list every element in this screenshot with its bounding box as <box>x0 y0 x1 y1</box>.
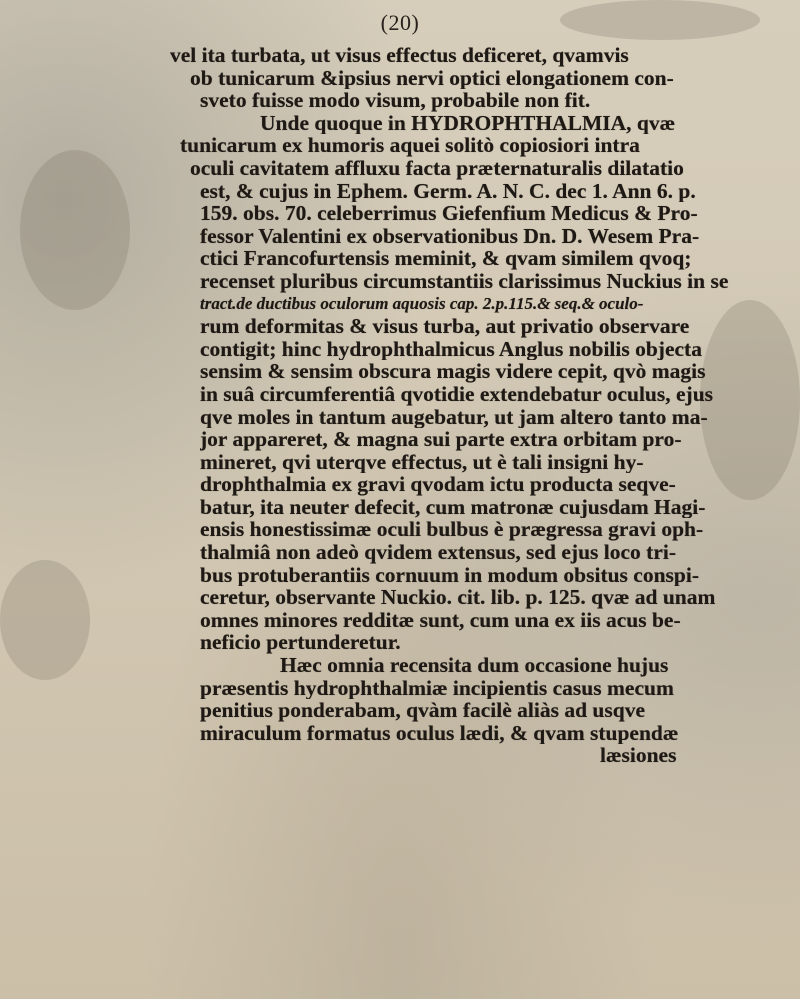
text-line: sveto fuisse modo visum, probabile non fit. <box>200 89 591 112</box>
text-line: rum deformitas & visus turba, aut privatio observare <box>200 315 690 338</box>
text-line: læsiones <box>600 744 677 767</box>
stain <box>0 560 90 680</box>
text-line: sensim & sensim obscura magis videre cepit, qvò magis <box>200 360 706 383</box>
text-line: mineret, qvi uterqve effectus, ut è tali insigni hy- <box>200 450 644 474</box>
text-line: neficio pertunderetur. <box>200 631 401 655</box>
text-line: vel ita turbata, ut visus effectus deficeret, qvamvis <box>170 44 629 67</box>
text-line: ctici Francofurtensis meminit, & qvam similem qvoq; <box>200 247 692 270</box>
text-line: drophthalmia ex gravi qvodam ictu producta seqve- <box>200 473 676 496</box>
text-line: recenset pluribus circumstantiis clarissimus Nuckius in se <box>200 269 729 293</box>
stain <box>20 150 130 310</box>
text-line: in suâ circumferentiâ qvotidie extendebatur oculus, ejus <box>200 382 714 406</box>
text-line: qve moles in tantum augebatur, ut jam altero tanto ma- <box>200 405 708 429</box>
text-line: 159. obs. 70. celeberrimus Giefenfium Medicus & Pro- <box>200 202 698 225</box>
text-line: penitius ponderabam, qvàm facilè aliàs ad usqve <box>200 699 645 722</box>
text-line: oculi cavitatem affluxu facta præternaturalis dilatatio <box>190 156 684 180</box>
text-line: omnes minores redditæ sunt, cum una ex iis acus be- <box>200 608 681 632</box>
text-line: Unde quoque in HYDROPHTHALMIA, qvæ <box>260 111 676 135</box>
text-line: contigit; hinc hydrophthalmicus Anglus nobilis objecta <box>200 337 702 361</box>
text-line: Hæc omnia recensita dum occasione hujus <box>280 654 669 677</box>
text-line: est, & cujus in Ephem. Germ. A. N. C. dec 1. Ann 6. p. <box>200 179 696 203</box>
text-line: thalmiâ non adeò qvidem extensus, sed ejus loco tri- <box>200 541 676 564</box>
text-line: tract.de ductibus oculorum aquosis cap. 2.p.115.& seq.& oculo- <box>200 293 644 313</box>
text-line: tunicarum ex humoris aquei solitò copiosiori intra <box>180 134 640 157</box>
text-line: ob tunicarum &ipsius nervi optici elongationem con- <box>190 66 674 90</box>
text-line: ensis honestissimæ oculi bulbus è prægressa gravi oph- <box>200 518 704 542</box>
page-number: (20) <box>380 10 420 35</box>
text-line: ceretur, observante Nuckio. cit. lib. p. 125. qvæ ad unam <box>200 586 716 609</box>
text-line: fessor Valentini ex observationibus Dn. D. Wesem Pra- <box>200 224 700 248</box>
latin-text-body <box>170 44 770 767</box>
text-line: jor appareret, & magna sui parte extra orbitam pro- <box>200 428 682 451</box>
stain <box>560 0 760 40</box>
text-line: miraculum formatus oculus lædi, & qvam stupendæ <box>200 721 679 745</box>
text-line: bus protuberantiis cornuum in modum obsitus conspi- <box>200 563 700 587</box>
text-line: batur, ita neuter defecit, cum matronæ cujusdam Hagi- <box>200 495 706 519</box>
text-line: præsentis hydrophthalmiæ incipientis casus mecum <box>200 676 674 700</box>
